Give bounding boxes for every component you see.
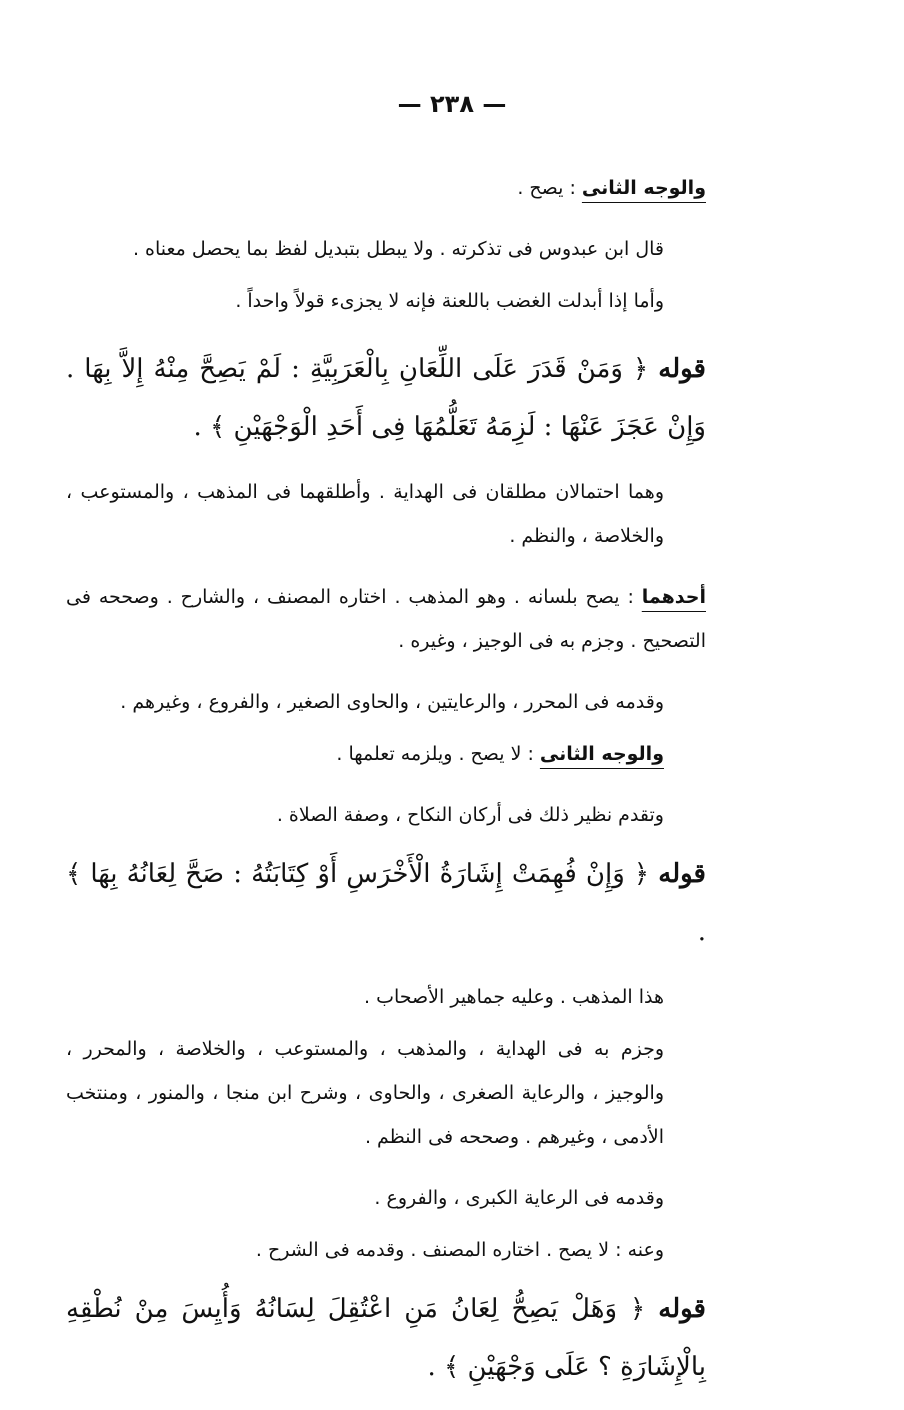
paragraph	[66, 166, 706, 210]
paragraph-text: : لا يصح . ويلزمه تعلمها .	[336, 743, 540, 765]
paragraph	[66, 227, 706, 271]
paragraph	[66, 470, 706, 558]
page-number: — ٢٣٨ —	[397, 90, 507, 118]
quote-lead: قوله	[658, 354, 706, 384]
quote-text: ﴿ وَإِنْ فُهِمَتْ إِشَارَةُ الْأَخْرَسِ أَوْ كِتَابَتُهُ : صَحَّ لِعَانُهُ بِهَا ﴾ .	[66, 859, 706, 947]
paragraph	[66, 793, 706, 837]
paragraph	[66, 1228, 706, 1272]
paragraph-text: : يصح .	[517, 177, 582, 199]
quote-lead: قوله	[658, 859, 706, 889]
paragraph-text: وقدمه فى المحرر ، والرعايتين ، والحاوى الصغير ، والفروع ، وغيرهم .	[120, 691, 664, 713]
paragraph-text: وقدمه فى الرعاية الكبرى ، والفروع .	[374, 1187, 664, 1209]
paragraph	[66, 575, 706, 663]
paragraph	[66, 279, 706, 323]
section-lead: أحدهما	[641, 586, 706, 608]
paragraph-text: وعنه : لا يصح . اختاره المصنف . وقدمه فى الشرح .	[255, 1239, 664, 1261]
paragraph	[66, 1027, 706, 1159]
quote-lead: قوله	[658, 1294, 706, 1324]
paragraph	[66, 732, 706, 776]
paragraph-text: قال ابن عبدوس فى تذكرته . ولا يبطل بتبديل لفظ بما يحصل معناه .	[132, 238, 664, 260]
paragraph-text: وهما احتمالان مطلقان فى الهداية . وأطلقهما فى المذهب ، والمستوعب ، والخلاصة ، والنظم .	[66, 481, 664, 547]
paragraph-text: هذا المذهب . وعليه جماهير الأصحاب .	[364, 986, 664, 1008]
paragraph-text: : يصح بلسانه . وهو المذهب . اختاره المصنف ، والشارح . وصححه فى التصحيح . وجزم به فى الوجيز ، وغيره .	[66, 586, 706, 652]
quote-paragraph	[66, 340, 706, 456]
section-lead: والوجه الثانى	[539, 743, 664, 765]
paragraph-text: وجزم به فى الهداية ، والمذهب ، والمستوعب ، والخلاصة ، والمحرر ، والوجيز ، والرعاية الصغرى ، والحاوى ، وشرح ابن منجا ، والمنور ، ومنتخب الأدمى ، وغيرهم . وصححه فى النظم .	[66, 1038, 664, 1148]
paragraph	[66, 975, 706, 1019]
paragraph	[66, 680, 706, 724]
quote-text: ﴿ وَمَنْ قَدَرَ عَلَى اللِّعَانِ بِالْعَرَبِيَّةِ : لَمْ يَصِحَّ مِنْهُ إِلاَّ بِهَا . وَإِنْ عَجَزَ عَنْهَا : لَزِمَهُ تَعَلُّمُهَا فِى أَحَدِ الْوَجْهَيْنِ ﴾ .	[66, 354, 706, 442]
paragraph-text: وأما إذا أبدلت الغضب باللعنة فإنه لا يجزىء قولاً واحداً .	[235, 290, 664, 312]
quote-text: ﴿ وَهَلْ يَصِحُّ لِعَانُ مَنِ اعْتُقِلَ لِسَانُهُ وَأُيِسَ مِنْ نُطْقِهِ بِالْإِشَارَةِ ؟ عَلَى وَجْهَيْنِ ﴾ .	[66, 1294, 706, 1382]
paragraph	[66, 1176, 706, 1220]
paragraph-text: وتقدم نظير ذلك فى أركان النكاح ، وصفة الصلاة .	[276, 804, 664, 826]
quote-paragraph	[66, 845, 706, 961]
section-lead: والوجه الثانى	[581, 177, 706, 199]
page-body	[66, 166, 706, 1410]
